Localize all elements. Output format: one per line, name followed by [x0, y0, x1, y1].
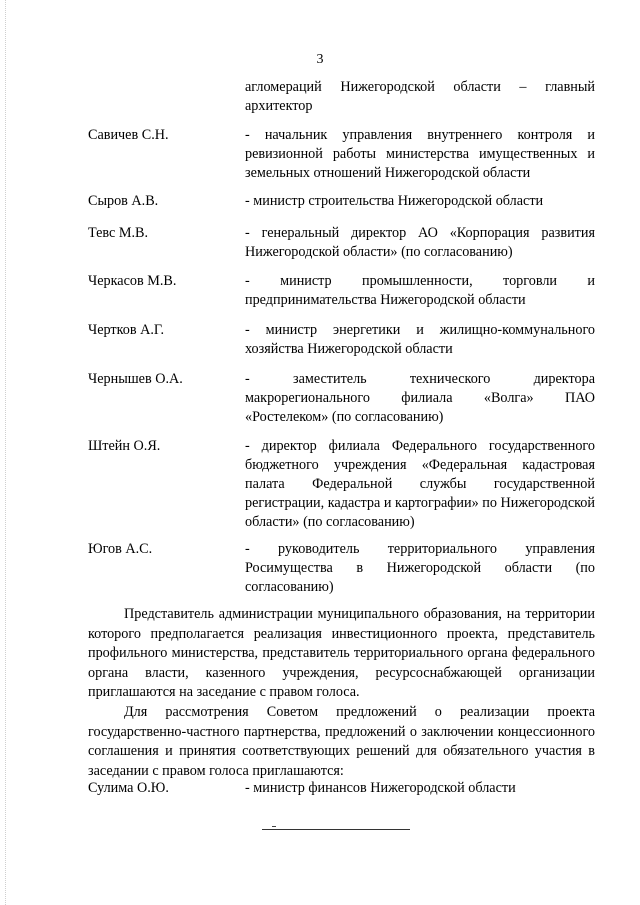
page-number: 3 [316, 52, 324, 67]
member-name: Штейн О.Я. [88, 438, 161, 454]
member-role: - руководитель территориального управления Росимущества в Нижегородской области (по согласованию) [245, 541, 595, 595]
member-name: Сулима О.Ю. [88, 780, 169, 796]
paragraph-representatives: Представитель администрации муниципального образования, на территории которого предполагается реализация инвестиционного проекта, представитель профильного министерства, представитель территориального органа федерального органа власти, казенного учреждения, ресурсоснабжающей организации приглашаются на заседание с правом голоса. [88, 606, 595, 700]
member-role: - министр энергетики и жилищно-коммунального хозяйства Нижегородской области [245, 322, 595, 357]
member-role: - заместитель технического директора макрорегионального филиала «Волга» ПАО «Ростелеком» (по согласованию) [245, 371, 595, 425]
continuation-text: агломераций Нижегородской области – главный архитектор [245, 79, 595, 114]
end-separator-line [262, 829, 410, 830]
member-role: - директор филиала Федерального государственного бюджетного учреждения «Федеральная кадастровая палата Федеральной службы государственной регистрации, кадастра и картографии» по Нижегородской области» (по согласованию) [245, 438, 595, 530]
member-name: Чертков А.Г. [88, 322, 165, 338]
member-role: - министр строительства Нижегородской области [245, 193, 544, 209]
member-name: Сыров А.В. [88, 193, 159, 209]
member-role: - начальник управления внутреннего контроля и ревизионной работы министерства имущественных и земельных отношений Нижегородской области [245, 127, 595, 181]
member-name: Чернышев О.А. [88, 371, 183, 387]
member-name: Черкасов М.В. [88, 273, 177, 289]
member-role: - министр промышленности, торговли и предпринимательства Нижегородской области [245, 273, 595, 308]
member-name: Тевс М.В. [88, 225, 149, 241]
paragraph-ppp: Для рассмотрения Советом предложений о реализации проекта государственно-частного партнерства, предложений о заключении концессионного соглашения и принятия соответствующих решений для обязательного участия в заседании с правом голоса приглашаются: [88, 704, 595, 779]
member-name: Югов А.С. [88, 541, 153, 557]
scan-margin-mark [5, 0, 7, 905]
separator-mark [272, 826, 276, 827]
member-name: Савичев С.Н. [88, 127, 169, 143]
member-role: - министр финансов Нижегородской области [245, 780, 516, 796]
member-role: - генеральный директор АО «Корпорация развития Нижегородской области» (по согласованию) [245, 225, 595, 260]
